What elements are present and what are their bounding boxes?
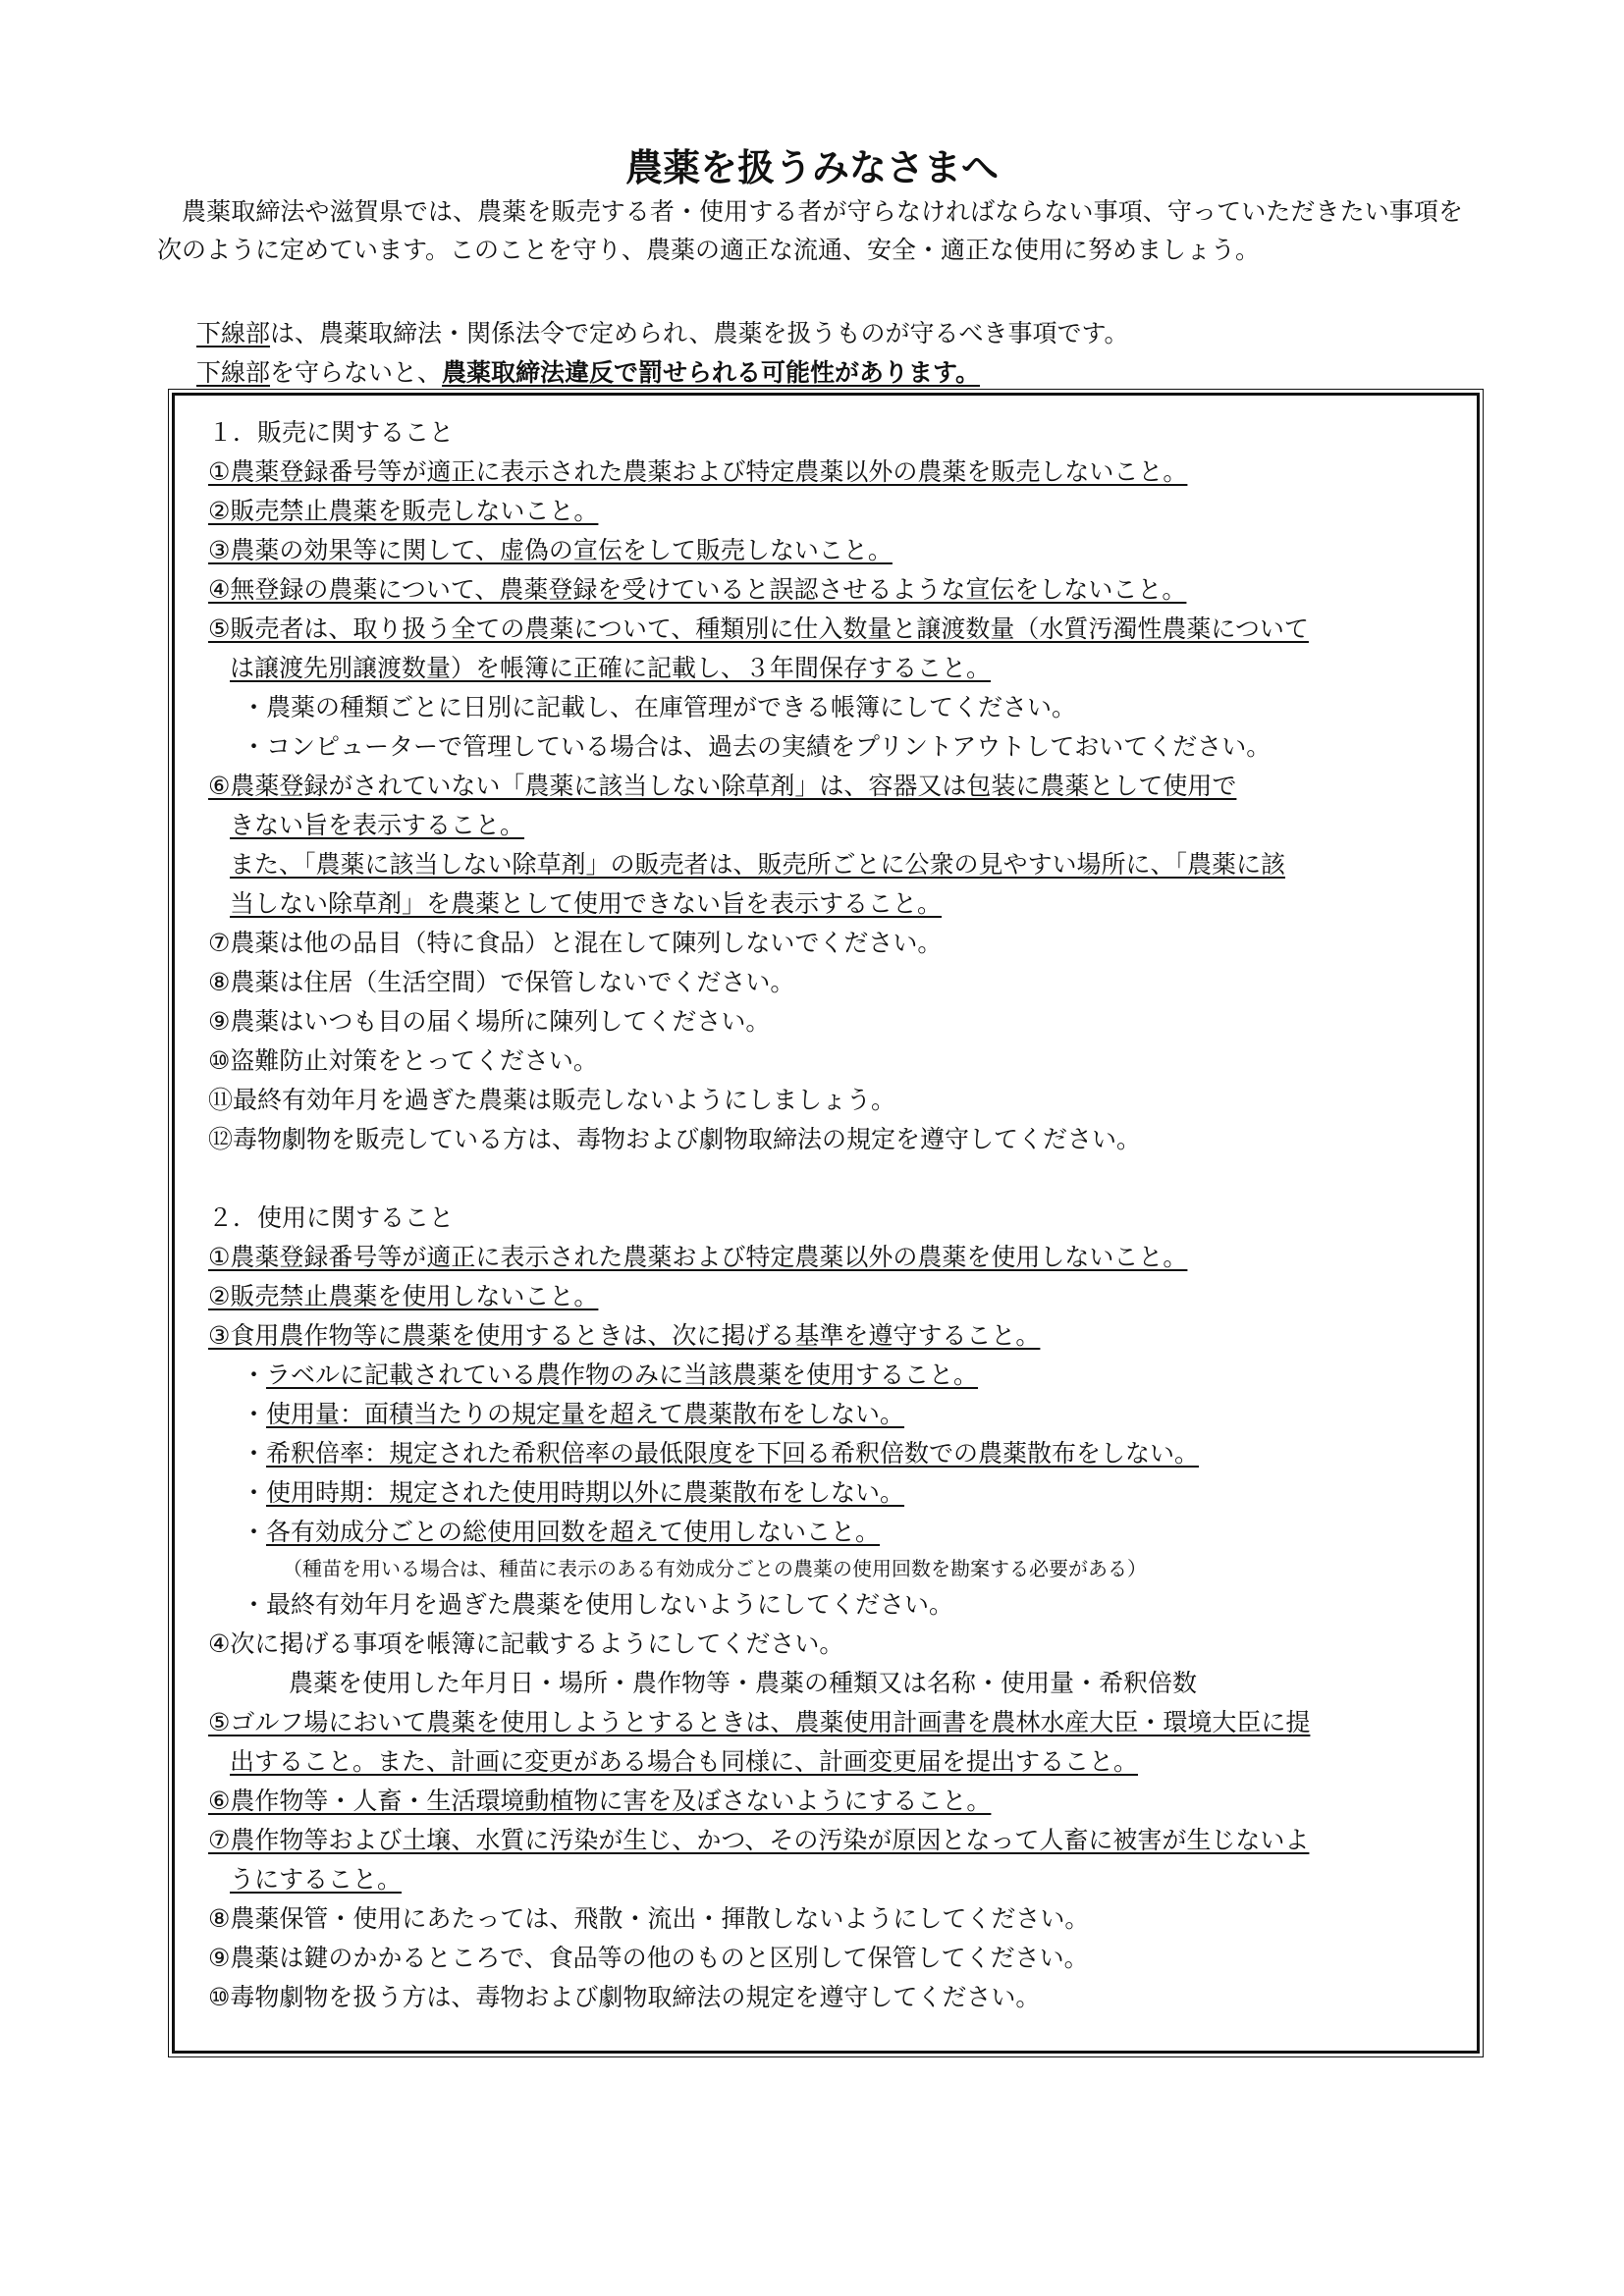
section-spacer [202, 1159, 1471, 1199]
use-rule-6 [202, 1782, 1471, 1821]
page-title: 農薬を扱うみなさまへ [624, 146, 999, 189]
use-rule-3-criterion-5 [202, 1513, 1471, 1552]
rule-text: は譲渡先別譲渡数量）を帳簿に正確に記載し、３年間保存すること。 [230, 654, 992, 682]
sales-rule-6-also [202, 845, 1471, 884]
sales-rule-11: ⑪最終有効年月を過ぎた農薬は販売しないようにしましょう。 [208, 1086, 896, 1114]
section-heading-use: ２．使用に関すること [208, 1203, 455, 1232]
sales-rule-12: ⑫毒物劇物を販売している方は、毒物および劇物取締法の規定を遵守してください。 [208, 1125, 1142, 1153]
rule-text: ②販売禁止農薬を使用しないこと。 [208, 1282, 599, 1310]
intro-paragraph: 農薬取締法や滋賀県では、農薬を販売する者・使用する者が守らなければならない事項、守っていただきたい事項を次のように定めています。このことを守り、農薬の適正な流通、安全・適正な使用に努めましょう。 [157, 197, 1463, 264]
criterion-text: ラベルに記載されている農作物のみに当該農薬を使用すること。 [266, 1361, 979, 1389]
sales-rule-1 [202, 453, 1471, 492]
section-heading-sales: １．販売に関すること [208, 418, 455, 447]
sales-rule-6-also-cont [202, 884, 1471, 924]
bullet: ・ [242, 1361, 267, 1389]
rule-text: 出すること。また、計画に変更がある場合も同様に、計画変更届を提出すること。 [230, 1747, 1139, 1776]
use-rule-5-cont [202, 1742, 1471, 1782]
sales-rule-2 [202, 492, 1471, 531]
sales-rule-5-note-1: ・農薬の種類ごとに日別に記載し、在庫管理ができる帳簿にしてください。 [242, 693, 1077, 721]
note-penalty-warning [157, 355, 1463, 391]
rule-text: ①農薬登録番号等が適正に表示された農薬および特定農薬以外の農薬を販売しないこと。 [208, 457, 1188, 486]
note-text: は、農薬取締法・関係法令で定められ、農薬を扱うものが守るべき事項です。 [270, 319, 1129, 347]
sales-rule-6 [202, 767, 1471, 806]
rule-text: ③食用農作物等に農薬を使用するときは、次に掲げる基準を遵守すること。 [208, 1321, 1041, 1350]
use-rule-3 [202, 1316, 1471, 1356]
sales-rule-8: ⑧農薬は住居（生活空間）で保管しないでください。 [208, 968, 795, 996]
rule-text: ⑥農薬登録がされていない「農薬に該当しない除草剤」は、容器又は包装に農薬として使用で [208, 772, 1237, 800]
criterion-text: 希釈倍率：規定された希釈倍率の最低限度を下回る希釈倍数での農薬散布をしない。 [266, 1439, 1200, 1468]
note-underline-meaning [157, 316, 1463, 351]
rule-text: うにすること。 [230, 1865, 403, 1894]
note-text: を守らないと、 [270, 358, 443, 387]
sales-rule-9: ⑨農薬はいつも目の届く場所に陳列してください。 [208, 1007, 771, 1036]
note-underline-sample: 下線部 [196, 319, 271, 347]
use-rule-3-criterion-4 [202, 1473, 1471, 1513]
rule-text: また、「農薬に該当しない除草剤」の販売者は、販売所ごとに公衆の見やすい場所に、「農薬に該 [230, 850, 1286, 879]
rule-text: ⑦農作物等および土壌、水質に汚染が生じ、かつ、その汚染が原因となって人畜に被害が生じないよ [208, 1826, 1310, 1854]
sales-rule-3 [202, 531, 1471, 570]
use-rule-3-expiry-note: ・最終有効年月を過ぎた農薬を使用しないようにしてください。 [242, 1590, 954, 1619]
rules-box [172, 393, 1480, 2054]
rule-text: ②販売禁止農薬を販売しないこと。 [208, 497, 599, 525]
sales-rule-5-cont [202, 649, 1471, 688]
bullet: ・ [242, 1439, 267, 1468]
use-rule-7-cont [202, 1860, 1471, 1899]
bullet: ・ [242, 1518, 267, 1546]
use-rule-4-detail: 農薬を使用した年月日・場所・農作物等・農薬の種類又は名称・使用量・希釈倍数 [289, 1669, 1198, 1697]
rule-text: ⑥農作物等・人畜・生活環境動植物に害を及ぼさないようにすること。 [208, 1787, 992, 1815]
sales-rule-6-cont [202, 806, 1471, 845]
use-rule-7 [202, 1821, 1471, 1860]
sales-rule-10: ⑩盗難防止対策をとってください。 [208, 1046, 598, 1075]
use-rule-5 [202, 1703, 1471, 1742]
use-rule-1 [202, 1238, 1471, 1277]
criterion-text: 各有効成分ごとの総使用回数を超えて使用しないこと。 [266, 1518, 881, 1546]
sales-rule-5-note-2: ・コンピューターで管理している場合は、過去の実績をプリントアウトしておいてください。 [242, 732, 1272, 761]
rule-text: ④無登録の農薬について、農薬登録を受けていると誤認させるような宣伝をしないこと。 [208, 575, 1187, 604]
rule-text: ③農薬の効果等に関して、虚偽の宣伝をして販売しないこと。 [208, 536, 893, 564]
use-rule-2 [202, 1277, 1471, 1316]
use-rule-3-criterion-2 [202, 1395, 1471, 1434]
use-rule-4: ④次に掲げる事項を帳簿に記載するようにしてください。 [208, 1629, 844, 1658]
rule-text: ①農薬登録番号等が適正に表示された農薬および特定農薬以外の農薬を使用しないこと。 [208, 1243, 1188, 1271]
use-rule-9: ⑨農薬は鍵のかかるところで、食品等の他のものと区別して保管してください。 [208, 1944, 1089, 1972]
rule-text: ⑤販売者は、取り扱う全ての農薬について、種類別に仕入数量と譲渡数量（水質汚濁性農薬について [208, 614, 1309, 643]
use-rule-3-criterion-1 [202, 1356, 1471, 1395]
use-rule-8: ⑧農薬保管・使用にあたっては、飛散・流出・揮散しないようにしてください。 [208, 1904, 1090, 1933]
use-rule-3-seedling-note: （種苗を用いる場合は、種苗に表示のある有効成分ごとの農薬の使用回数を勘案する必要がある） [283, 1557, 1147, 1580]
criterion-text: 使用時期：規定された使用時期以外に農薬散布をしない。 [266, 1478, 905, 1507]
rule-text: きない旨を表示すること。 [230, 811, 525, 839]
bullet: ・ [242, 1400, 267, 1428]
note-penalty-text: 農薬取締法違反で罰せられる可能性があります。 [442, 358, 981, 387]
sales-rule-7: ⑦農薬は他の品目（特に食品）と混在して陳列しないでください。 [208, 929, 943, 957]
sales-rule-4 [202, 570, 1471, 610]
criterion-text: 使用量：面積当たりの規定量を超えて農薬散布をしない。 [266, 1400, 905, 1428]
use-rule-3-criterion-3 [202, 1434, 1471, 1473]
bullet: ・ [242, 1478, 267, 1507]
rule-text: 当しない除草剤」を農薬として使用できない旨を表示すること。 [230, 889, 943, 918]
use-rule-10: ⑩毒物劇物を扱う方は、毒物および劇物取締法の規定を遵守してください。 [208, 1983, 1041, 2011]
sales-rule-5 [202, 610, 1471, 649]
rule-text: ⑤ゴルフ場において農薬を使用しようとするときは、農薬使用計画書を農林水産大臣・環境大臣に提 [208, 1708, 1311, 1736]
note-underline-sample: 下線部 [196, 358, 271, 387]
